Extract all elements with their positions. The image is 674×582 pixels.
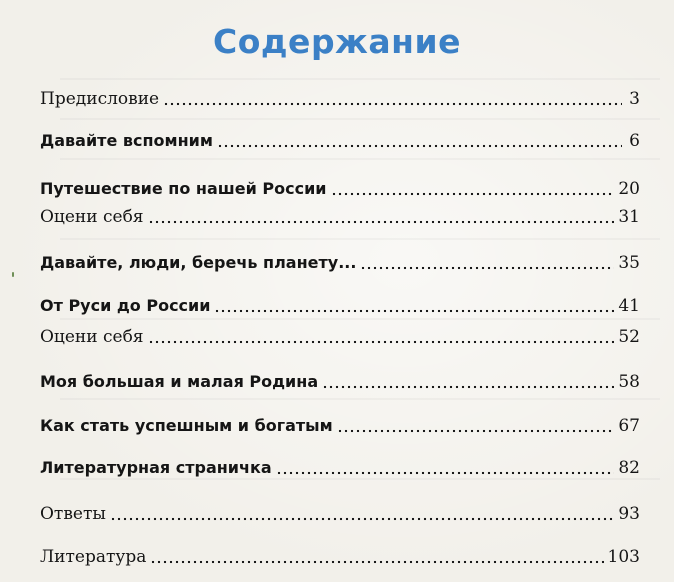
toc-entry[interactable]: [40, 415, 640, 437]
toc-entry[interactable]: [40, 252, 640, 274]
dot-leader: [337, 429, 615, 433]
toc-entry-label: Давайте, люди, беречь планету...: [40, 253, 357, 272]
toc-entry[interactable]: [40, 326, 640, 348]
toc-entry[interactable]: [40, 503, 640, 525]
dot-leader: [276, 471, 615, 475]
toc-entry-page: 82: [618, 458, 640, 478]
toc-entry[interactable]: [40, 546, 640, 568]
toc-entry-label: Путешествие по нашей России: [40, 179, 327, 198]
toc-entry[interactable]: [40, 371, 640, 393]
toc-entry[interactable]: [40, 295, 640, 317]
dot-leader: [217, 144, 622, 148]
show-through-line: [60, 118, 660, 120]
dot-leader: [331, 192, 615, 196]
toc-entry-label: Моя большая и малая Родина: [40, 372, 319, 391]
toc-entry-label: Как стать успешным и богатым: [40, 416, 333, 435]
toc-entry-page: 103: [607, 547, 640, 567]
toc-entry-label: Оцени себя: [40, 327, 144, 347]
dot-leader: [214, 309, 614, 313]
dot-leader: [163, 102, 622, 106]
toc-entry-page: 52: [618, 327, 640, 347]
dot-leader: [150, 560, 603, 564]
toc-entry[interactable]: [40, 130, 640, 152]
show-through-line: [60, 158, 660, 160]
toc-entry-page: 41: [618, 296, 640, 316]
toc-entry-label: Литература: [40, 547, 147, 567]
toc-entry-label: Давайте вспомним: [40, 131, 213, 150]
dot-leader: [110, 517, 614, 521]
show-through-line: [60, 78, 660, 80]
show-through-line: [60, 318, 660, 320]
toc-entry-label: Литературная страничка: [40, 458, 272, 477]
toc-entry-label: Ответы: [40, 504, 106, 524]
toc-entry-page: 67: [618, 416, 640, 436]
toc-entry[interactable]: [40, 88, 640, 110]
toc-entry-page: 58: [618, 372, 640, 392]
page-mark: [12, 272, 14, 277]
toc-entry-page: 35: [618, 253, 640, 273]
show-through-line: [60, 238, 660, 240]
toc-entry-page: 6: [629, 131, 640, 151]
page-title: Содержание: [213, 22, 461, 61]
toc-entry-page: 31: [618, 207, 640, 227]
dot-leader: [322, 385, 614, 389]
dot-leader: [148, 220, 615, 224]
toc-entry-page: 20: [618, 179, 640, 199]
toc-entry-label: От Руси до России: [40, 296, 211, 315]
dot-leader: [360, 266, 614, 270]
toc-entry-page: 93: [618, 504, 640, 524]
toc-entry-label: Предисловие: [40, 89, 160, 109]
toc-entry-label: Оцени себя: [40, 207, 144, 227]
toc-entry[interactable]: [40, 457, 640, 479]
toc-entry-page: 3: [629, 89, 640, 109]
show-through-line: [60, 398, 660, 400]
toc-entry[interactable]: [40, 178, 640, 200]
dot-leader: [148, 340, 615, 344]
toc-entry[interactable]: [40, 206, 640, 228]
